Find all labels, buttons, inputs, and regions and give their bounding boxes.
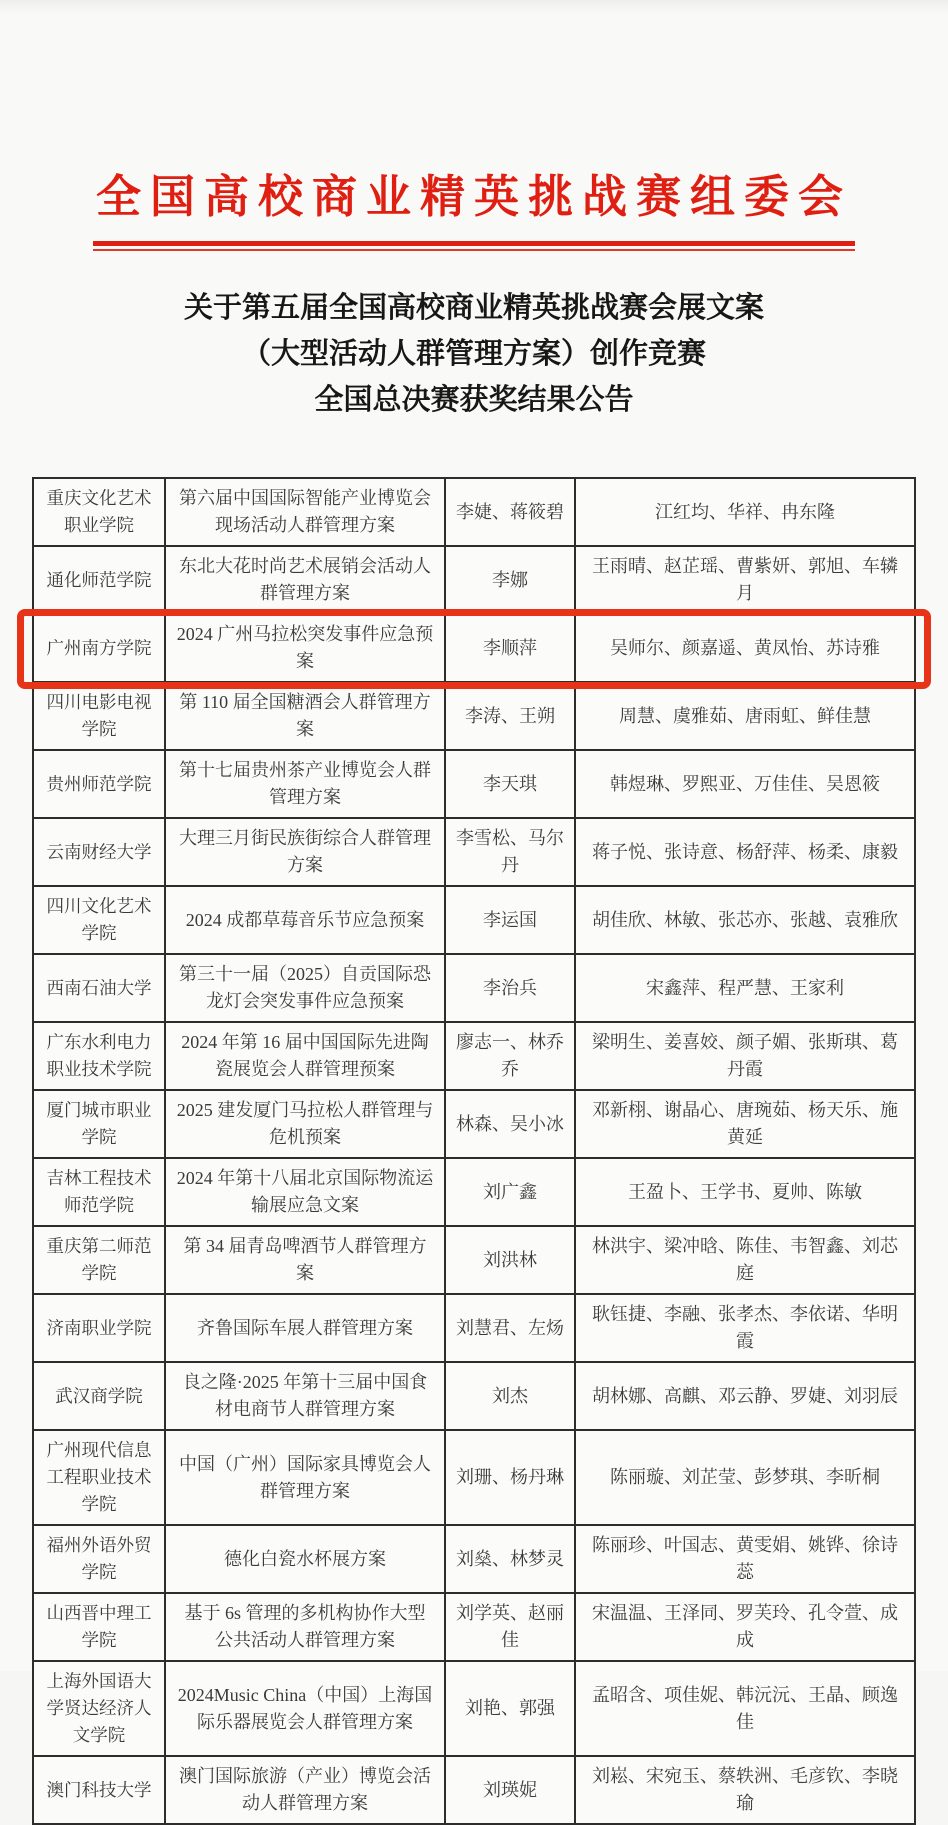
school-cell: 吉林工程技术师范学院 xyxy=(46,1168,152,1215)
students-cell: 林洪宇、梁冲晗、陈佳、韦智鑫、刘芯庭 xyxy=(574,1227,914,1293)
results-table-body xyxy=(34,479,914,1823)
table-row xyxy=(34,545,914,613)
students-cell: 吴师尔、颜嘉遥、黄凤怡、苏诗雅 xyxy=(574,615,914,681)
project-cell: 澳门国际旅游（产业）博览会活动人群管理方案 xyxy=(164,1757,444,1823)
title-line-2: （大型活动人群管理方案）创作竞赛 xyxy=(241,338,706,370)
advisor-cell: 刘艳、郭强 xyxy=(444,1662,574,1755)
students-cell: 周慧、虞雅茹、唐雨虹、鲜佳慧 xyxy=(574,683,914,749)
results-table xyxy=(32,477,916,1825)
advisor-cell: 林森、吴小冰 xyxy=(444,1091,574,1157)
students-cell: 王盈卜、王学书、夏帅、陈敏 xyxy=(574,1159,914,1225)
school-cell: 四川文化艺术学院 xyxy=(46,896,152,943)
school-cell: 重庆第二师范学院 xyxy=(46,1236,152,1283)
students-cell: 宋鑫萍、程严慧、王家利 xyxy=(574,955,914,1021)
project-cell: 2024 成都草莓音乐节应急预案 xyxy=(164,887,444,953)
project-cell: 第十七届贵州茶产业博览会人群管理方案 xyxy=(164,751,444,817)
project-cell: 第六届中国国际智能产业博览会现场活动人群管理方案 xyxy=(164,479,444,545)
school-cell: 澳门科技大学 xyxy=(46,1779,152,1800)
school-cell: 福州外语外贸学院 xyxy=(46,1535,152,1582)
advisor-cell: 刘学英、赵丽佳 xyxy=(444,1594,574,1660)
table-row xyxy=(34,1157,914,1225)
project-cell: 中国（广州）国际家具博览会人群管理方案 xyxy=(164,1431,444,1524)
students-cell: 蒋子悦、张诗意、杨舒萍、杨柔、康毅 xyxy=(574,819,914,885)
school-cell: 广东水利电力职业技术学院 xyxy=(46,1032,152,1079)
table-row xyxy=(34,1429,914,1524)
school-cell: 厦门城市职业学院 xyxy=(46,1100,152,1147)
advisor-cell: 李天琪 xyxy=(444,751,574,817)
project-cell: 第 110 届全国糖酒会人群管理方案 xyxy=(164,683,444,749)
project-cell: 2024 年第十八届北京国际物流运输展应急文案 xyxy=(164,1159,444,1225)
project-cell: 2024 年第 16 届中国国际先进陶瓷展览会人群管理预案 xyxy=(164,1023,444,1089)
table-row xyxy=(34,817,914,885)
students-cell: 胡林娜、高麒、邓云静、罗婕、刘羽辰 xyxy=(574,1363,914,1429)
title-line-3: 全国总决赛获奖结果公告 xyxy=(314,384,634,416)
table-row xyxy=(34,1361,914,1429)
project-cell: 2024 广州马拉松突发事件应急预案 xyxy=(164,615,444,681)
school-cell: 贵州师范学院 xyxy=(46,773,152,794)
school-cell: 云南财经大学 xyxy=(46,841,152,862)
letterhead-title: 全国高校商业精英挑战赛组委会 xyxy=(95,171,852,222)
project-cell: 2025 建发厦门马拉松人群管理与危机预案 xyxy=(164,1091,444,1157)
students-cell: 江红均、华祥、冉东隆 xyxy=(574,479,914,545)
advisor-cell: 刘珊、杨丹琳 xyxy=(444,1431,574,1524)
project-cell: 第三十一届（2025）自贡国际恐龙灯会突发事件应急预案 xyxy=(164,955,444,1021)
students-cell: 陈丽珍、叶国志、黄雯娟、姚铧、徐诗蕊 xyxy=(574,1526,914,1592)
document-title xyxy=(0,285,948,423)
school-cell: 济南职业学院 xyxy=(46,1317,152,1338)
school-cell: 武汉商学院 xyxy=(55,1385,143,1406)
students-cell: 邓新栩、谢晶心、唐琬茹、杨天乐、施黄延 xyxy=(574,1091,914,1157)
table-row xyxy=(34,613,914,681)
project-cell: 德化白瓷水杯展方案 xyxy=(164,1526,444,1592)
students-cell: 宋温温、王泽同、罗芙玲、孔令萱、成成 xyxy=(574,1594,914,1660)
table-row xyxy=(34,1225,914,1293)
students-cell: 韩煜琳、罗熙亚、万佳佳、吴恩筱 xyxy=(574,751,914,817)
table-row xyxy=(34,1755,914,1823)
table-row xyxy=(34,1089,914,1157)
project-cell: 2024Music China（中国）上海国际乐器展览会人群管理方案 xyxy=(164,1662,444,1755)
advisor-cell: 刘广鑫 xyxy=(444,1159,574,1225)
advisor-cell: 李顺萍 xyxy=(444,615,574,681)
students-cell: 刘崧、宋宛玉、蔡轶洲、毛彦钦、李晓瑜 xyxy=(574,1757,914,1823)
table-row xyxy=(34,479,914,545)
school-cell: 四川电影电视学院 xyxy=(46,692,152,739)
table-row xyxy=(34,1592,914,1660)
advisor-cell: 刘瑛妮 xyxy=(444,1757,574,1823)
students-cell: 耿钰捷、李融、张孝杰、李依诺、华明霞 xyxy=(574,1295,914,1361)
table-row xyxy=(34,1293,914,1361)
project-cell: 齐鲁国际车展人群管理方案 xyxy=(164,1295,444,1361)
school-cell: 广州南方学院 xyxy=(46,637,152,658)
students-cell: 陈丽璇、刘芷莹、彭梦琪、李昕桐 xyxy=(574,1431,914,1524)
advisor-cell: 刘杰 xyxy=(444,1363,574,1429)
table-row xyxy=(34,1524,914,1592)
students-cell: 梁明生、姜喜姣、颜子媚、张斯琪、葛丹霞 xyxy=(574,1023,914,1089)
title-line-1: 关于第五届全国高校商业精英挑战赛会展文案 xyxy=(183,292,764,324)
students-cell: 孟昭含、项佳妮、韩沅沅、王晶、顾逸佳 xyxy=(574,1662,914,1755)
students-cell: 胡佳欣、林敏、张芯亦、张越、袁雅欣 xyxy=(574,887,914,953)
advisor-cell: 刘慧君、左炀 xyxy=(444,1295,574,1361)
advisor-cell: 李婕、蒋筱碧 xyxy=(444,479,574,545)
school-cell: 山西晋中理工学院 xyxy=(46,1603,152,1650)
school-cell: 上海外国语大学贤达经济人文学院 xyxy=(46,1671,152,1745)
project-cell: 良之隆·2025 年第十三届中国食材电商节人群管理方案 xyxy=(164,1363,444,1429)
advisor-cell: 廖志一、林乔乔 xyxy=(444,1023,574,1089)
advisor-cell: 李娜 xyxy=(444,547,574,613)
table-row xyxy=(34,749,914,817)
advisor-cell: 李雪松、马尔丹 xyxy=(444,819,574,885)
table-row xyxy=(34,1021,914,1089)
table-row xyxy=(34,681,914,749)
project-cell: 第 34 届青岛啤酒节人群管理方案 xyxy=(164,1227,444,1293)
project-cell: 东北大花时尚艺术展销会活动人群管理方案 xyxy=(164,547,444,613)
advisor-cell: 李涛、王朔 xyxy=(444,683,574,749)
school-cell: 西南石油大学 xyxy=(46,977,152,998)
advisor-cell: 刘洪林 xyxy=(444,1227,574,1293)
school-cell: 重庆文化艺术职业学院 xyxy=(46,488,152,535)
letterhead-divider xyxy=(93,241,855,251)
advisor-cell: 李治兵 xyxy=(444,955,574,1021)
table-row xyxy=(34,885,914,953)
table-row xyxy=(34,1660,914,1755)
students-cell: 王雨晴、赵芷瑶、曹紫妍、郭旭、车辚月 xyxy=(574,547,914,613)
advisor-cell: 刘燊、林梦灵 xyxy=(444,1526,574,1592)
project-cell: 大理三月街民族街综合人群管理方案 xyxy=(164,819,444,885)
school-cell: 广州现代信息工程职业技术学院 xyxy=(46,1440,152,1514)
project-cell: 基于 6s 管理的多机构协作大型公共活动人群管理方案 xyxy=(164,1594,444,1660)
school-cell: 通化师范学院 xyxy=(46,569,152,590)
advisor-cell: 李运国 xyxy=(444,887,574,953)
table-row xyxy=(34,953,914,1021)
